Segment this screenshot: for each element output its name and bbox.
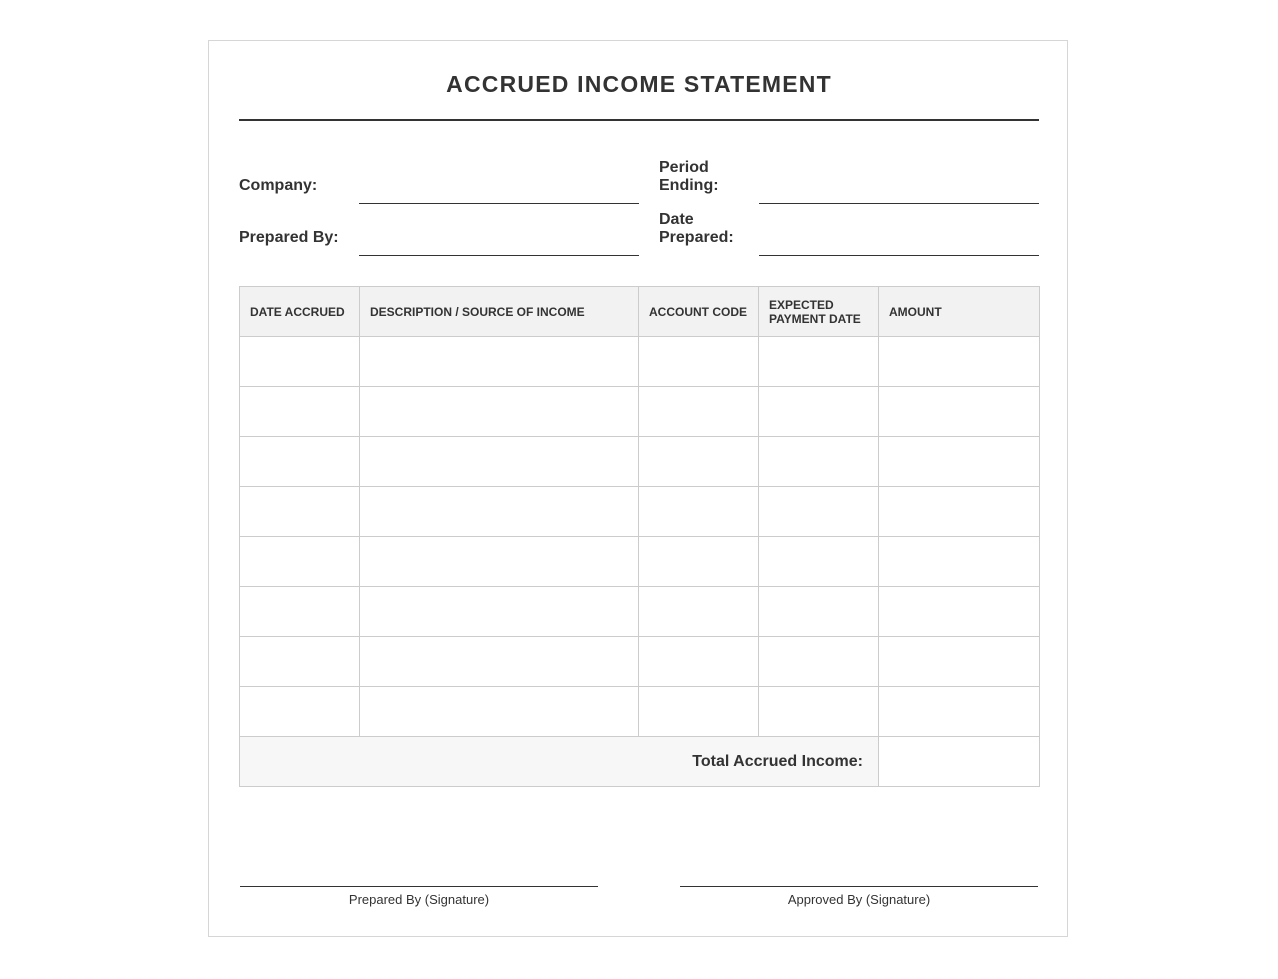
cell-description[interactable] xyxy=(360,437,639,487)
cell-amount[interactable] xyxy=(879,387,1040,437)
date-prepared-label-line2: Prepared: xyxy=(659,229,734,246)
cell-expected-payment-date[interactable] xyxy=(759,587,879,637)
period-ending-label xyxy=(659,159,719,195)
total-accrued-income-value[interactable] xyxy=(879,737,1040,787)
table-row xyxy=(240,387,1040,437)
table-row xyxy=(240,437,1040,487)
cell-description[interactable] xyxy=(360,487,639,537)
table-row xyxy=(240,587,1040,637)
date-prepared-field[interactable] xyxy=(759,255,1039,256)
header-expected-payment-line2: PAYMENT DATE xyxy=(769,311,861,326)
cell-account-code[interactable] xyxy=(639,337,759,387)
date-prepared-label-line1: Date xyxy=(659,211,694,228)
table-row xyxy=(240,337,1040,387)
header-date-accrued: DATE ACCRUED xyxy=(240,287,360,337)
date-prepared-label xyxy=(659,211,734,247)
cell-date-accrued[interactable] xyxy=(240,537,360,587)
prepared-by-signature-line[interactable] xyxy=(240,886,598,887)
table-row xyxy=(240,687,1040,737)
prepared-by-label: Prepared By: xyxy=(239,229,339,246)
table-row xyxy=(240,487,1040,537)
table-header-row xyxy=(240,287,1040,337)
cell-date-accrued[interactable] xyxy=(240,387,360,437)
header-account-code: ACCOUNT CODE xyxy=(639,287,759,337)
document-title: ACCRUED INCOME STATEMENT xyxy=(446,71,832,97)
cell-amount[interactable] xyxy=(879,587,1040,637)
cell-amount[interactable] xyxy=(879,537,1040,587)
cell-amount[interactable] xyxy=(879,437,1040,487)
cell-expected-payment-date[interactable] xyxy=(759,537,879,587)
cell-date-accrued[interactable] xyxy=(240,437,360,487)
period-ending-label-line2: Ending: xyxy=(659,177,719,194)
cell-description[interactable] xyxy=(360,387,639,437)
cell-description[interactable] xyxy=(360,687,639,737)
table-row xyxy=(240,537,1040,587)
cell-account-code[interactable] xyxy=(639,387,759,437)
cell-expected-payment-date[interactable] xyxy=(759,687,879,737)
cell-amount[interactable] xyxy=(879,687,1040,737)
cell-account-code[interactable] xyxy=(639,437,759,487)
cell-description[interactable] xyxy=(360,337,639,387)
cell-amount[interactable] xyxy=(879,337,1040,387)
period-ending-label-line1: Period xyxy=(659,159,709,176)
company-label: Company: xyxy=(239,177,318,194)
company-field[interactable] xyxy=(359,203,639,204)
cell-account-code[interactable] xyxy=(639,637,759,687)
header-amount: AMOUNT xyxy=(879,287,1040,337)
total-accrued-income-label: Total Accrued Income: xyxy=(240,737,879,787)
cell-date-accrued[interactable] xyxy=(240,487,360,537)
period-ending-field[interactable] xyxy=(759,203,1039,204)
cell-expected-payment-date[interactable] xyxy=(759,387,879,437)
approved-by-signature-caption: Approved By (Signature) xyxy=(787,892,931,907)
cell-expected-payment-date[interactable] xyxy=(759,637,879,687)
cell-description[interactable] xyxy=(360,637,639,687)
cell-amount[interactable] xyxy=(879,487,1040,537)
cell-expected-payment-date[interactable] xyxy=(759,337,879,387)
total-row xyxy=(240,737,1040,787)
header-description: DESCRIPTION / SOURCE OF INCOME xyxy=(360,287,639,337)
cell-date-accrued[interactable] xyxy=(240,637,360,687)
prepared-by-field[interactable] xyxy=(359,255,639,256)
cell-description[interactable] xyxy=(360,587,639,637)
title-underline xyxy=(239,119,1039,121)
cell-date-accrued[interactable] xyxy=(240,337,360,387)
cell-account-code[interactable] xyxy=(639,537,759,587)
cell-account-code[interactable] xyxy=(639,587,759,637)
cell-date-accrued[interactable] xyxy=(240,687,360,737)
approved-by-signature-line[interactable] xyxy=(680,886,1038,887)
accrued-income-table xyxy=(239,286,1040,787)
statement-page xyxy=(208,40,1068,937)
prepared-by-signature-caption: Prepared By (Signature) xyxy=(348,892,490,907)
cell-account-code[interactable] xyxy=(639,687,759,737)
cell-date-accrued[interactable] xyxy=(240,587,360,637)
cell-account-code[interactable] xyxy=(639,487,759,537)
cell-description[interactable] xyxy=(360,537,639,587)
table-row xyxy=(240,637,1040,687)
cell-expected-payment-date[interactable] xyxy=(759,487,879,537)
cell-expected-payment-date[interactable] xyxy=(759,437,879,487)
header-expected-payment-line1: EXPECTED xyxy=(769,297,834,312)
header-expected-payment-date xyxy=(759,287,879,337)
cell-amount[interactable] xyxy=(879,637,1040,687)
